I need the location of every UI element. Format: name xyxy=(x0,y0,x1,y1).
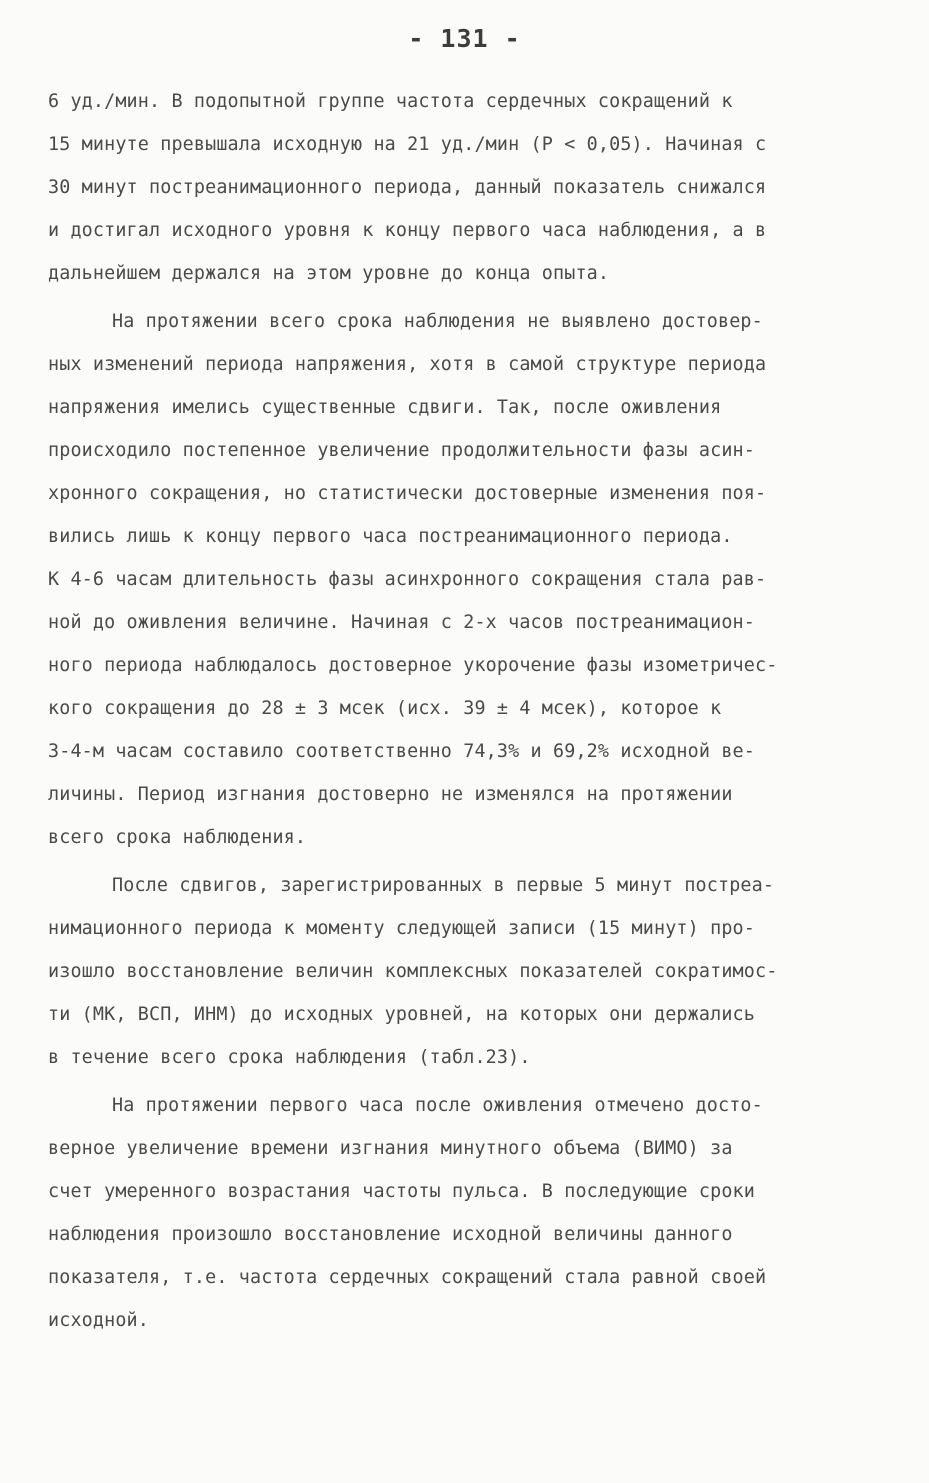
text-line: После сдвигов, зарегистрированных в первые 5 минут постреа- xyxy=(112,875,775,896)
text-line: ной до оживления величине. Начиная с 2-х часов постреанимацион- xyxy=(48,612,755,633)
text-line: кого сокращения до 28 ± 3 мсек (исх. 39 ± 4 мсек), которое к xyxy=(48,698,722,719)
text-line: ного периода наблюдалось достоверное укорочение фазы изометричес- xyxy=(48,655,778,676)
page-number: - 131 - xyxy=(408,24,521,53)
text-line: исходной. xyxy=(48,1310,149,1331)
text-line: На протяжении первого часа после оживления отмечено досто- xyxy=(112,1095,763,1116)
text-line: верное увеличение времени изгнания минутного объема (ВИМО) за xyxy=(48,1138,733,1159)
text-line: нимационного периода к моменту следующей записи (15 минут) про- xyxy=(48,918,755,939)
paragraph-1 xyxy=(48,80,878,295)
paragraph-4 xyxy=(48,1084,878,1342)
text-line: показателя, т.е. частота сердечных сокращений стала равной своей xyxy=(48,1267,767,1288)
text-line: 15 минуте превышала исходную на 21 уд./мин (Р < 0,05). Начиная с xyxy=(48,134,767,155)
paragraph-2 xyxy=(48,300,878,859)
text-line: 3-4-м часам составило соответственно 74,3% и 69,2% исходной ве- xyxy=(48,741,755,762)
paragraph-3 xyxy=(48,864,878,1079)
text-line: На протяжении всего срока наблюдения не выявлено достовер- xyxy=(112,311,763,332)
text-line: происходило постепенное увеличение продолжительности фазы асин- xyxy=(48,440,755,461)
text-line: ных изменений периода напряжения, хотя в самой структуре периода xyxy=(48,354,767,375)
text-line: хронного сокращения, но статистически достоверные изменения поя- xyxy=(48,483,767,504)
text-line: личины. Период изгнания достоверно не изменялся на протяжении xyxy=(48,784,733,805)
text-line: изошло восстановление величин комплексных показателей сократимос- xyxy=(48,961,778,982)
text-line: в течение всего срока наблюдения (табл.23). xyxy=(48,1047,531,1068)
text-line: К 4-6 часам длительность фазы асинхронного сокращения стала рав- xyxy=(48,569,767,590)
text-line: вились лишь к концу первого часа постреанимационного периода. xyxy=(48,526,733,547)
text-line: и достигал исходного уровня к концу первого часа наблюдения, а в xyxy=(48,220,767,241)
text-line: счет умеренного возрастания частоты пульса. В последующие сроки xyxy=(48,1181,755,1202)
text-line: всего срока наблюдения. xyxy=(48,827,307,848)
text-line: 6 уд./мин. В подопытной группе частота сердечных сокращений к xyxy=(48,91,733,112)
text-line: ти (МК, ВСП, ИНМ) до исходных уровней, на которых они держались xyxy=(48,1004,755,1025)
text-line: дальнейшем держался на этом уровне до конца опыта. xyxy=(48,263,610,284)
text-line: 30 минут постреанимационного периода, данный показатель снижался xyxy=(48,177,767,198)
text-line: напряжения имелись существенные сдвиги. Так, после оживления xyxy=(48,397,722,418)
text-body xyxy=(48,80,878,1342)
text-line: наблюдения произошло восстановление исходной величины данного xyxy=(48,1224,733,1245)
